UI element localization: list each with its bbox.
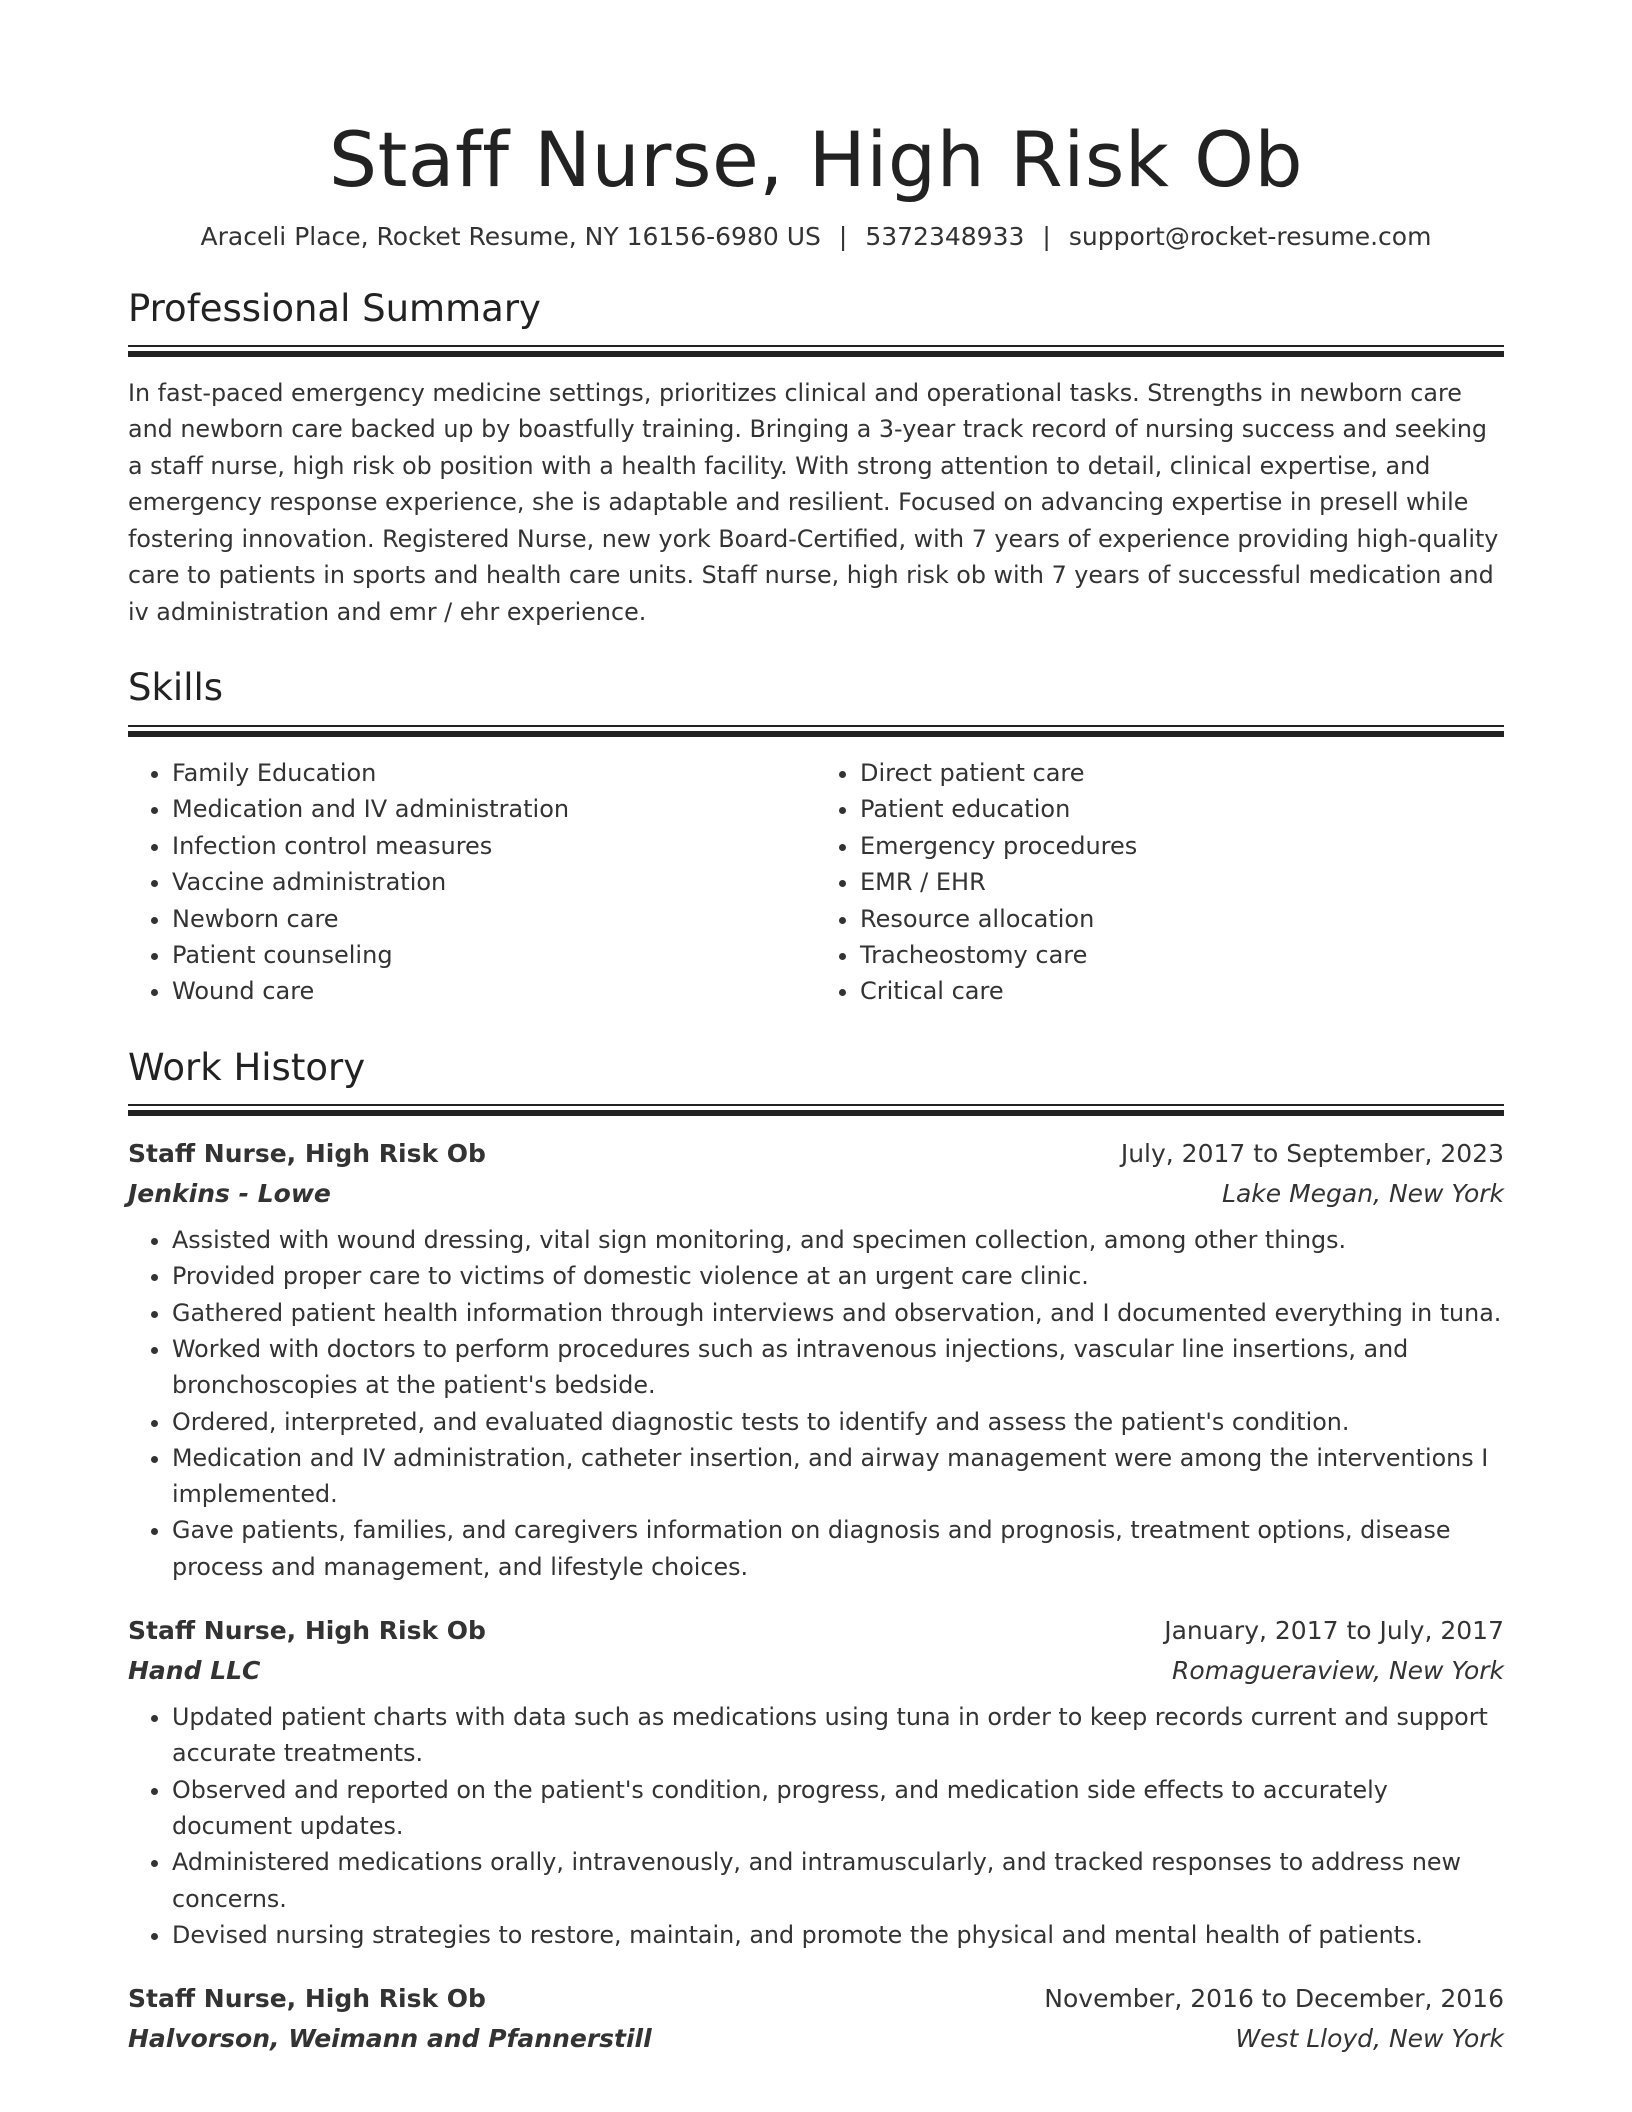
skill-item: • Direct patient care [860, 755, 1504, 791]
job-duties-list [128, 1699, 1504, 1953]
job-duty: • Assisted with wound dressing, vital sign monitoring, and specimen collection, among other things. [172, 1222, 1504, 1258]
job-company: Hand LLC [128, 1656, 261, 1686]
summary-heading: Professional Summary [128, 286, 541, 330]
job-duty: • Updated patient charts with data such as medications using tuna in order to keep records current and support accurate treatments. [172, 1699, 1504, 1772]
job-entry [128, 1134, 1504, 1585]
skill-item: • Patient counseling [172, 937, 816, 973]
job-dates: January, 2017 to July, 2017 [1164, 1616, 1504, 1646]
job-duty: • Administered medications orally, intravenously, and intramuscularly, and tracked responses to address new concerns. [172, 1844, 1504, 1917]
job-title: Staff Nurse, High Risk Ob [128, 1616, 486, 1646]
skills-heading: Skills [128, 666, 224, 710]
skill-item: • Medication and IV administration [172, 791, 816, 827]
job-header [128, 1134, 1504, 1174]
skill-item: • EMR / EHR [860, 864, 1504, 900]
contact-phone: 5372348933 [865, 221, 1025, 251]
summary-text: In fast-paced emergency medicine settings, prioritizes clinical and operational tasks. Strengths in newborn care and newborn care backed up by boastfully training. Bringing a 3-year track record of nursing success and seeking a staff nurse, high risk ob position with a health facility. With strong attention to detail, clinical expertise, and emergency response experience, she is adaptable and resilient. Focused on advancing expertise in presell while fostering innovation. Registered Nurse, new york Board-Certified, with 7 years of experience providing high-quality care to patients in sports and health care units. Staff nurse, high risk ob with 7 years of successful medication and iv administration and emr / ehr experience. [128, 378, 1499, 626]
work-history-heading: Work History [128, 1045, 366, 1089]
skill-item: • Emergency procedures [860, 828, 1504, 864]
job-duty: • Devised nursing strategies to restore, maintain, and promote the physical and mental health of patients. [172, 1917, 1504, 1953]
job-duty: • Gave patients, families, and caregivers information on diagnosis and prognosis, treatment options, disease process and management, and lifestyle choices. [172, 1512, 1504, 1585]
job-duty: • Worked with doctors to perform procedures such as intravenous injections, vascular line insertions, and bronchoscopies at the patient's bedside. [172, 1331, 1504, 1404]
skill-item: • Vaccine administration [172, 864, 816, 900]
job-entry [128, 1979, 1504, 2059]
job-duty: • Observed and reported on the patient's condition, progress, and medication side effects to accurately document updates. [172, 1772, 1504, 1845]
skill-item: • Tracheostomy care [860, 937, 1504, 973]
skill-item: • Family Education [172, 755, 816, 791]
contact-address: Araceli Place, Rocket Resume, NY 16156-6980 US [200, 221, 821, 251]
job-location: Lake Megan, New York [1222, 1179, 1504, 1209]
job-duty: • Medication and IV administration, catheter insertion, and airway management were among the interventions I implemented. [172, 1440, 1504, 1513]
contact-separator: | [838, 221, 848, 251]
skill-item: • Resource allocation [860, 901, 1504, 937]
skill-item: • Critical care [860, 973, 1504, 1009]
job-header [128, 1979, 1504, 2019]
section-divider [128, 1104, 1504, 1116]
job-company: Jenkins - Lowe [128, 1179, 331, 1209]
contact-line [128, 222, 1504, 251]
contact-separator: | [1042, 221, 1051, 251]
job-duty: • Gathered patient health information through interviews and observation, and I documented everything in tuna. [172, 1295, 1504, 1331]
skills-left-list [128, 755, 816, 1010]
job-title: Staff Nurse, High Risk Ob [128, 1139, 486, 1169]
job-header [128, 1611, 1504, 1651]
job-subheader [128, 1174, 1504, 1214]
section-divider [128, 345, 1504, 357]
job-dates: July, 2017 to September, 2023 [1120, 1139, 1504, 1169]
job-duty: • Ordered, interpreted, and evaluated diagnostic tests to identify and assess the patient's condition. [172, 1404, 1504, 1440]
section-divider [128, 725, 1504, 737]
job-duty: • Provided proper care to victims of domestic violence at an urgent care clinic. [172, 1258, 1504, 1294]
job-company: Halvorson, Weimann and Pfannerstill [128, 2024, 652, 2054]
skills-right-list [816, 755, 1504, 1010]
skill-item: • Newborn care [172, 901, 816, 937]
job-title: Staff Nurse, High Risk Ob [128, 1984, 486, 2014]
job-location: Romagueraview, New York [1172, 1656, 1504, 1686]
contact-email: support@rocket-resume.com [1068, 221, 1432, 251]
job-entry [128, 1611, 1504, 1953]
job-subheader [128, 1651, 1504, 1691]
skill-item: • Wound care [172, 973, 816, 1009]
job-location: West Lloyd, New York [1235, 2024, 1504, 2054]
job-subheader [128, 2019, 1504, 2059]
job-dates: November, 2016 to December, 2016 [1044, 1984, 1504, 2014]
skills-columns [128, 755, 1504, 1010]
skill-item: • Patient education [860, 791, 1504, 827]
summary-section [128, 287, 1504, 631]
work-history-section [128, 1046, 1504, 2059]
skills-section [128, 666, 1504, 1009]
skill-item: • Infection control measures [172, 828, 816, 864]
resume-name: Staff Nurse, High Risk Ob [328, 115, 1304, 204]
job-duties-list [128, 1222, 1504, 1585]
